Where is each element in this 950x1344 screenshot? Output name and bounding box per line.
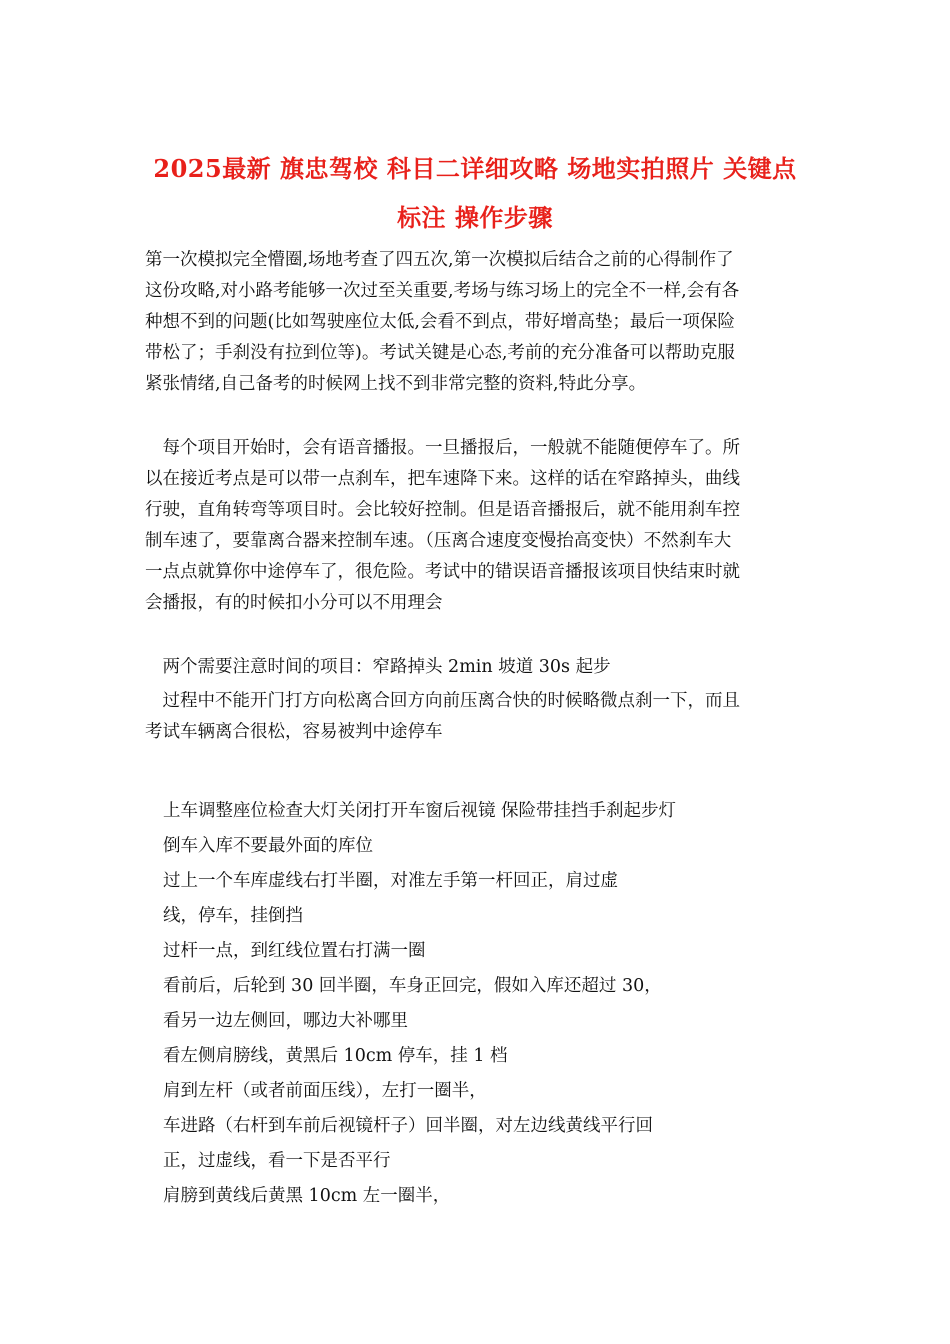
- clutch-warning-paragraph: [145, 686, 805, 748]
- text-line: 种想不到的问题(比如驾驶座位太低,会看不到点，带好增高垫；最后一项保险: [145, 312, 735, 332]
- voice-broadcast-paragraph: [145, 433, 805, 619]
- step-line: 过上一个车库虚线右打半圈，对准左手第一杆回正，肩过虚: [163, 871, 618, 891]
- step-line: 肩膀到黄线后黄黑 10cm 左一圈半，: [163, 1186, 451, 1206]
- text-line: 考试车辆离合很松，容易被判中途停车: [145, 722, 443, 742]
- text-line: 紧张情绪,自己备考的时候网上找不到非常完整的资料,特此分享。: [145, 374, 647, 394]
- step-line: 正，过虚线，看一下是否平行: [163, 1151, 391, 1171]
- text-line: 会播报，有的时候扣小分可以不用理会: [145, 593, 443, 613]
- timed-items-paragraph: [145, 652, 805, 683]
- text-line: 一点点就算你中途停车了，很危险。考试中的错误语音播报该项目快结束时就: [145, 562, 740, 582]
- document-title-line-1: 2025最新 旗忠驾校 科目二详细攻略 场地实拍照片 关键点: [153, 154, 797, 183]
- text-line: 以在接近考点是可以带一点刹车，把车速降下来。这样的话在窄路掉头，曲线: [145, 469, 740, 489]
- step-line: 倒车入库不要最外面的库位: [163, 836, 373, 856]
- intro-paragraph: [145, 245, 805, 400]
- step-line: 肩到左杆（或者前面压线），左打一圈半，: [163, 1081, 487, 1101]
- text-line: 第一次模拟完全懵圈,场地考查了四五次,第一次模拟后结合之前的心得制作了: [145, 250, 734, 270]
- text-line: 每个项目开始时，会有语音播报。一旦播报后，一般就不能随便停车了。所: [145, 438, 740, 458]
- step-line: 看另一边左侧回，哪边大补哪里: [163, 1011, 408, 1031]
- text-line: 带松了；手刹没有拉到位等)。考试关键是心态,考前的充分准备可以帮助克服: [145, 343, 735, 363]
- step-line: 看左侧肩膀线，黄黑后 10cm 停车，挂 1 档: [163, 1046, 508, 1066]
- step-line: 过杆一点，到红线位置右打满一圈: [163, 941, 426, 961]
- step-line: 看前后，后轮到 30 回半圈，车身正回完，假如入库还超过 30，: [163, 976, 662, 996]
- operation-steps-list: [163, 794, 803, 1214]
- text-line: 这份攻略,对小路考能够一次过至关重要,考场与练习场上的完全不一样,会有各: [145, 281, 740, 301]
- step-line: 上车调整座位检查大灯关闭打开车窗后视镜 保险带挂挡手刹起步灯: [163, 801, 677, 821]
- text-line: 行驶，直角转弯等项目时。会比较好控制。但是语音播报后，就不能用刹车控: [145, 500, 740, 520]
- text-line: 过程中不能开门打方向松离合回方向前压离合快的时候略微点刹一下，而且: [145, 691, 740, 711]
- text-line: 两个需要注意时间的项目：窄路掉头 2min 坡道 30s 起步: [145, 657, 611, 677]
- step-line: 车进路（右杆到车前后视镜杆子）回半圈，对左边线黄线平行回: [163, 1116, 653, 1136]
- text-line: 制车速了，要靠离合器来控制车速。（压离合速度变慢抬高变快）不然刹车大: [145, 531, 732, 551]
- step-line: 线，停车，挂倒挡: [163, 906, 303, 926]
- document-title-line-2: 标注 操作步骤: [397, 203, 553, 232]
